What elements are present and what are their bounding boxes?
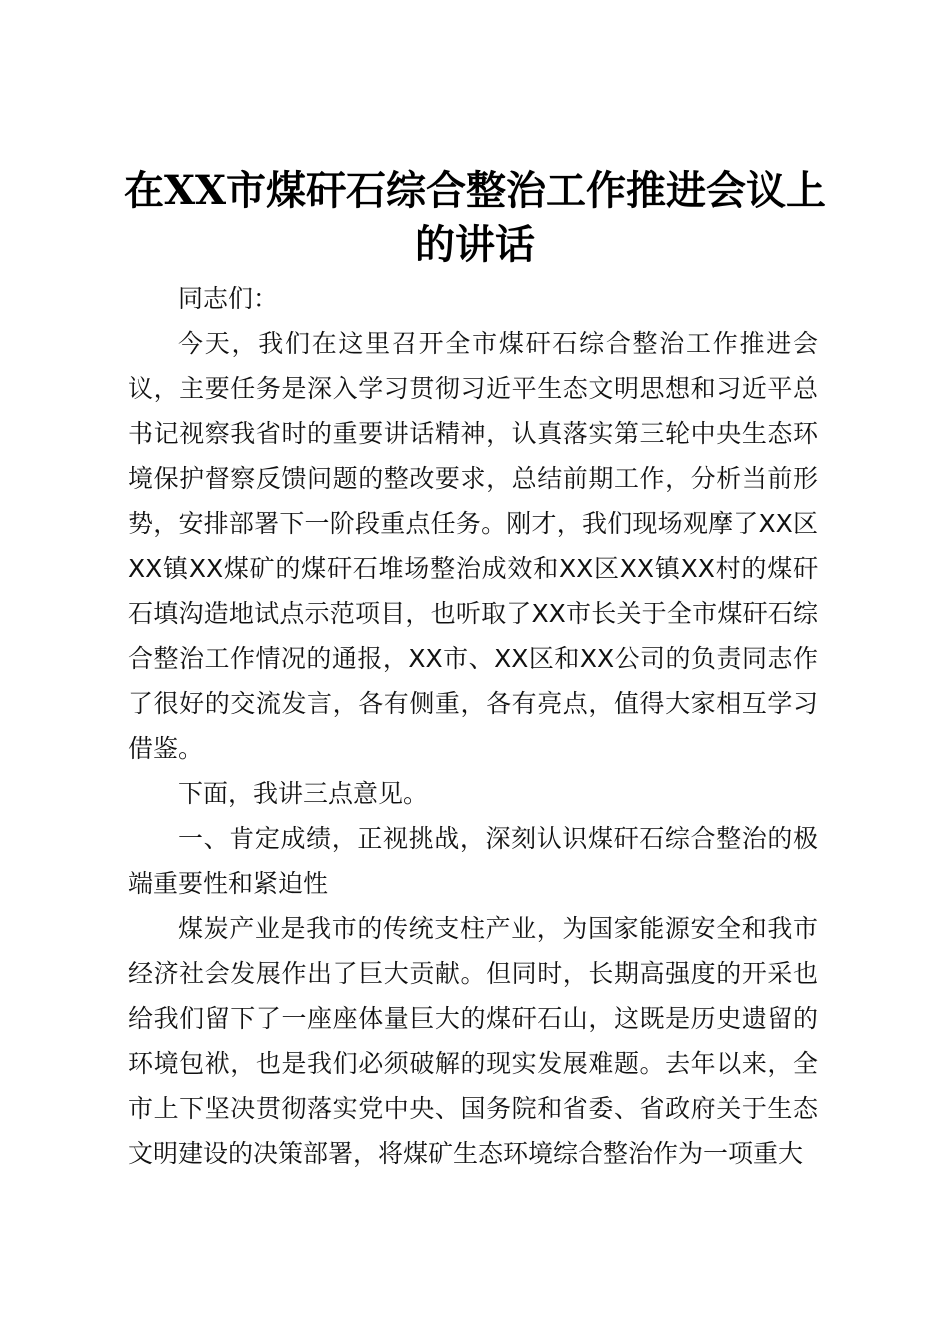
opening-paragraph: 今天，我们在这里召开全市煤矸石综合整治工作推进会议，主要任务是深入学习贯彻习近平生态文明思想和习近平总书记视察我省时的重要讲话精神，认真落实第三轮中央生态环境保护督察反馈问题的整改要求，总结前期工作，分析当前形势，安排部署下一阶段重点任务。刚才，我们现场观摩了XX区XX镇XX煤矿的煤矸石堆场整治成效和XX区XX镇XX村的煤矸石填沟造地试点示范项目，也听取了XX市长关于全市煤矸石综合整治工作情况的通报，XX市、XX区和XX公司的负责同志作了很好的交流发言，各有侧重，各有亮点，值得大家相互学习借鉴。 xyxy=(128,329,818,763)
section-heading-1: 一、肯定成绩，正视挑战，深刻认识煤矸石综合整治的极端重要性和紧迫性 xyxy=(128,824,818,898)
salutation-paragraph: 同志们： xyxy=(178,284,279,313)
outline-paragraph: 下面，我讲三点意见。 xyxy=(178,779,429,808)
section-1-paragraph: 煤炭产业是我市的传统支柱产业，为国家能源安全和我市经济社会发展作出了巨大贡献。但同时，长期高强度的开采也给我们留下了一座座体量巨大的煤矸石山，这既是历史遗留的环境包袱，也是我们必须破解的现实发展难题。去年以来，全市上下坚决贯彻落实党中央、国务院和省委、省政府关于生态文明建设的决策部署，将煤矿生态环境综合整治作为一项重大 xyxy=(128,914,818,1168)
document-body xyxy=(128,276,818,1176)
document-title: 在XX市煤矸石综合整治工作推进会议上的讲话 xyxy=(123,167,827,268)
